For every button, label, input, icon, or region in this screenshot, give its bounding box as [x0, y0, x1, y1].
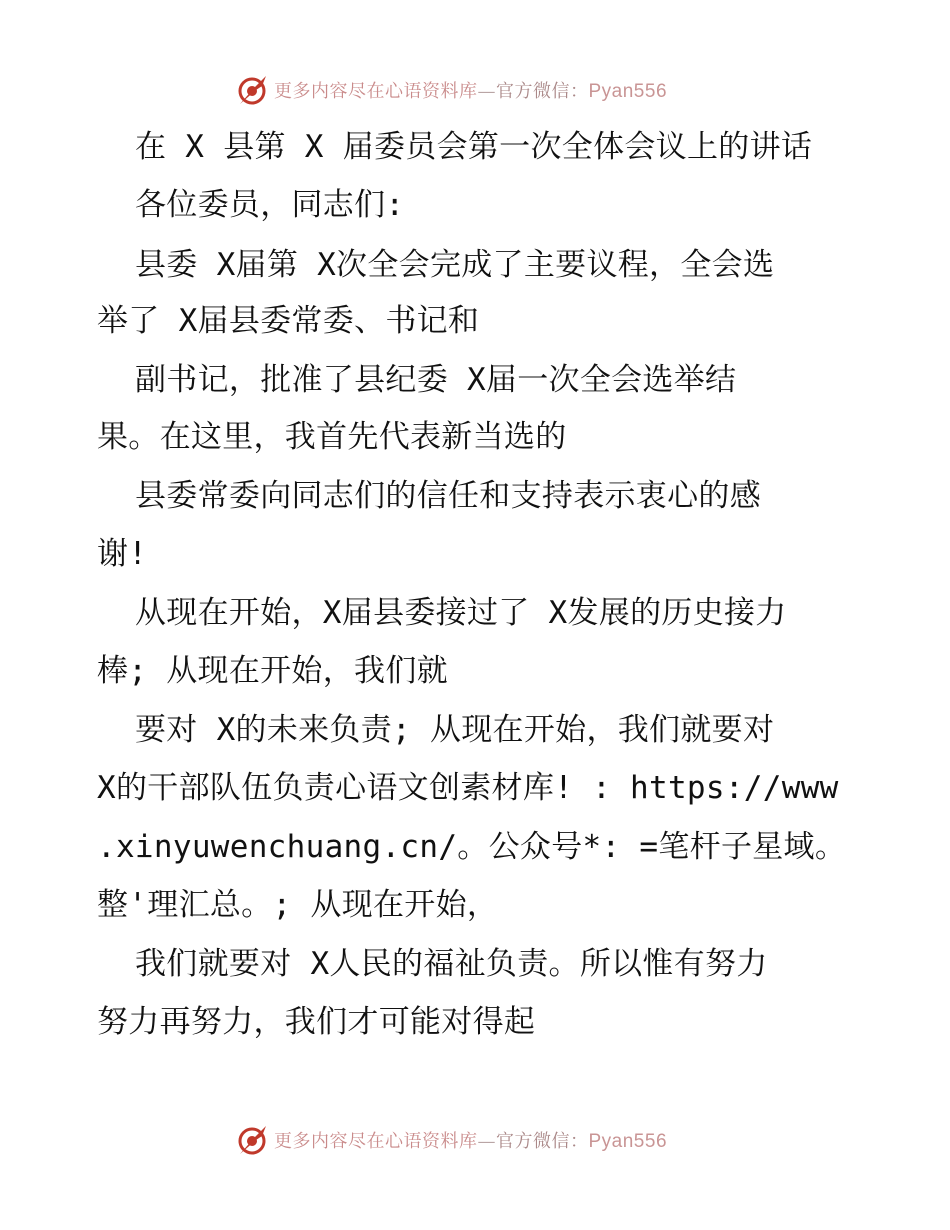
salutation: 各位委员，同志们: [135, 187, 405, 223]
banner-title: 更多内容尽在心语资料库 [274, 1131, 478, 1152]
banner-separator: — [477, 1131, 496, 1152]
quill-logo-icon [236, 74, 268, 106]
banner-separator: — [477, 81, 496, 102]
header-banner [236, 73, 667, 107]
text-line: 棒; 从现在开始，我们就 [97, 653, 448, 689]
text-line: X的干部队伍负责心语文创素材库! : https://www [97, 770, 839, 806]
text-line: 整'理汇总。; 从现在开始， [97, 887, 499, 923]
text-line: 努力再努力，我们才可能对得起 [97, 1004, 536, 1040]
text-line: 从现在开始，X届县委接过了 X发展的历史接力 [135, 595, 787, 631]
document-title: 在 X 县第 X 届委员会第一次全体会议上的讲话 [135, 129, 813, 165]
text-line: 举了 X届县委常委、书记和 [97, 303, 480, 339]
footer-banner [236, 1123, 667, 1157]
text-line: 要对 X的未来负责; 从现在开始，我们就要对 [135, 712, 775, 748]
text-line: 果。在这里，我首先代表新当选的 [97, 419, 567, 455]
text-line: 县委常委向同志们的信任和支持表示衷心的感 [135, 478, 761, 514]
banner-wechat-label: 官方微信： [496, 81, 589, 102]
banner-wechat-label: 官方微信： [496, 1131, 589, 1152]
banner-wechat-id: Pyan556 [588, 81, 668, 102]
banner-wechat-id: Pyan556 [588, 1131, 668, 1152]
banner-title: 更多内容尽在心语资料库 [274, 81, 478, 102]
text-line: 副书记，批准了县纪委 X届一次全会选举结 [135, 362, 737, 398]
text-line: 县委 X届第 X次全会完成了主要议程，全会选 [135, 247, 775, 283]
quill-logo-icon [236, 1124, 268, 1156]
text-line: .xinyuwenchuang.cn/。公众号*: =笔杆子星域。 [97, 829, 847, 865]
text-line: 谢! [97, 536, 148, 572]
text-line: 我们就要对 X人民的福祉负责。所以惟有努力 [135, 946, 768, 982]
